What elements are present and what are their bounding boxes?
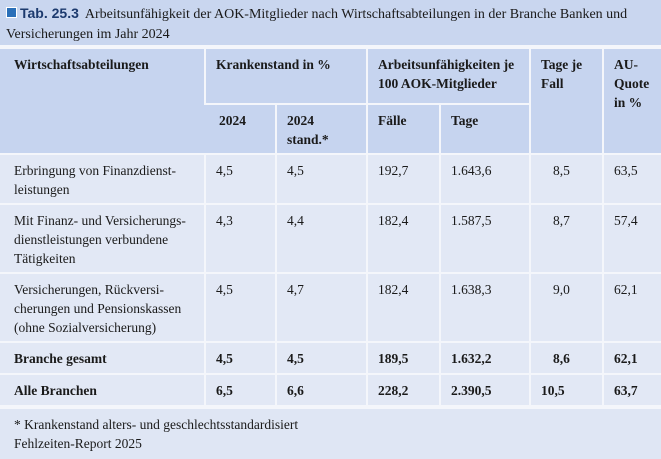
row-label: Versicherungen, Rückversi-cherungen und Pensionskassen (ohne Sozialversicherung) bbox=[0, 273, 205, 342]
cell: 1.638,3 bbox=[440, 273, 530, 342]
table-icon bbox=[6, 7, 17, 18]
row-label: Branche gesamt bbox=[0, 342, 205, 374]
cell: 57,4 bbox=[603, 204, 661, 273]
cell: 63,7 bbox=[603, 374, 661, 406]
table-row bbox=[0, 204, 661, 273]
table-caption bbox=[0, 0, 661, 49]
cell: 1.587,5 bbox=[440, 204, 530, 273]
cell: 182,4 bbox=[367, 273, 440, 342]
table-row-all bbox=[0, 374, 661, 406]
footnote: * Krankenstand alters- und geschlechtsstandardisiert bbox=[14, 417, 299, 432]
header-au-quote: AU-Quote in % bbox=[603, 49, 661, 154]
cell: 4,5 bbox=[205, 342, 276, 374]
cell: 63,5 bbox=[603, 154, 661, 204]
table-row bbox=[0, 273, 661, 342]
cell: 2.390,5 bbox=[440, 374, 530, 406]
cell: 4,7 bbox=[276, 273, 367, 342]
cell: 228,2 bbox=[367, 374, 440, 406]
header-wirtschaftsabteilungen: Wirtschaftsabteilungen bbox=[0, 49, 205, 154]
cell: 6,6 bbox=[276, 374, 367, 406]
row-label: Mit Finanz- und Versicherungs-dienstleistungen verbundene Tätigkeiten bbox=[0, 204, 205, 273]
header-tage: Tage bbox=[440, 104, 530, 154]
cell: 4,3 bbox=[205, 204, 276, 273]
cell: 62,1 bbox=[603, 342, 661, 374]
cell: 192,7 bbox=[367, 154, 440, 204]
cell: 4,5 bbox=[205, 273, 276, 342]
header-2024-stand: 2024 stand.* bbox=[276, 104, 367, 154]
data-table bbox=[0, 49, 661, 407]
table-number: Tab. 25.3 bbox=[20, 5, 79, 21]
header-2024: 2024 bbox=[205, 104, 276, 154]
cell: 189,5 bbox=[367, 342, 440, 374]
table-row-total bbox=[0, 342, 661, 374]
row-label: Erbringung von Finanzdienst-leistungen bbox=[0, 154, 205, 204]
cell: 1.632,2 bbox=[440, 342, 530, 374]
cell: 4,5 bbox=[205, 154, 276, 204]
cell: 8,6 bbox=[530, 342, 603, 374]
cell: 62,1 bbox=[603, 273, 661, 342]
table-footer bbox=[0, 407, 661, 459]
cell: 6,5 bbox=[205, 374, 276, 406]
cell: 8,5 bbox=[530, 154, 603, 204]
table-title: Arbeitsunfähigkeit der AOK-Mitglieder nach Wirtschaftsabteilungen in der Branche Banken und Versicherungen im Jahr 2024 bbox=[6, 7, 628, 42]
cell: 10,5 bbox=[530, 374, 603, 406]
cell: 182,4 bbox=[367, 204, 440, 273]
row-label: Alle Branchen bbox=[0, 374, 205, 406]
cell: 4,5 bbox=[276, 154, 367, 204]
cell: 9,0 bbox=[530, 273, 603, 342]
cell: 1.643,6 bbox=[440, 154, 530, 204]
cell: 8,7 bbox=[530, 204, 603, 273]
header-faelle: Fälle bbox=[367, 104, 440, 154]
header-au: Arbeitsunfähigkeiten je 100 AOK-Mitglieder bbox=[367, 49, 530, 104]
cell: 4,5 bbox=[276, 342, 367, 374]
header-tage-je-fall: Tage je Fall bbox=[530, 49, 603, 154]
cell: 4,4 bbox=[276, 204, 367, 273]
header-krankenstand: Krankenstand in % bbox=[205, 49, 367, 104]
table-row bbox=[0, 154, 661, 204]
source: Fehlzeiten-Report 2025 bbox=[14, 436, 142, 451]
